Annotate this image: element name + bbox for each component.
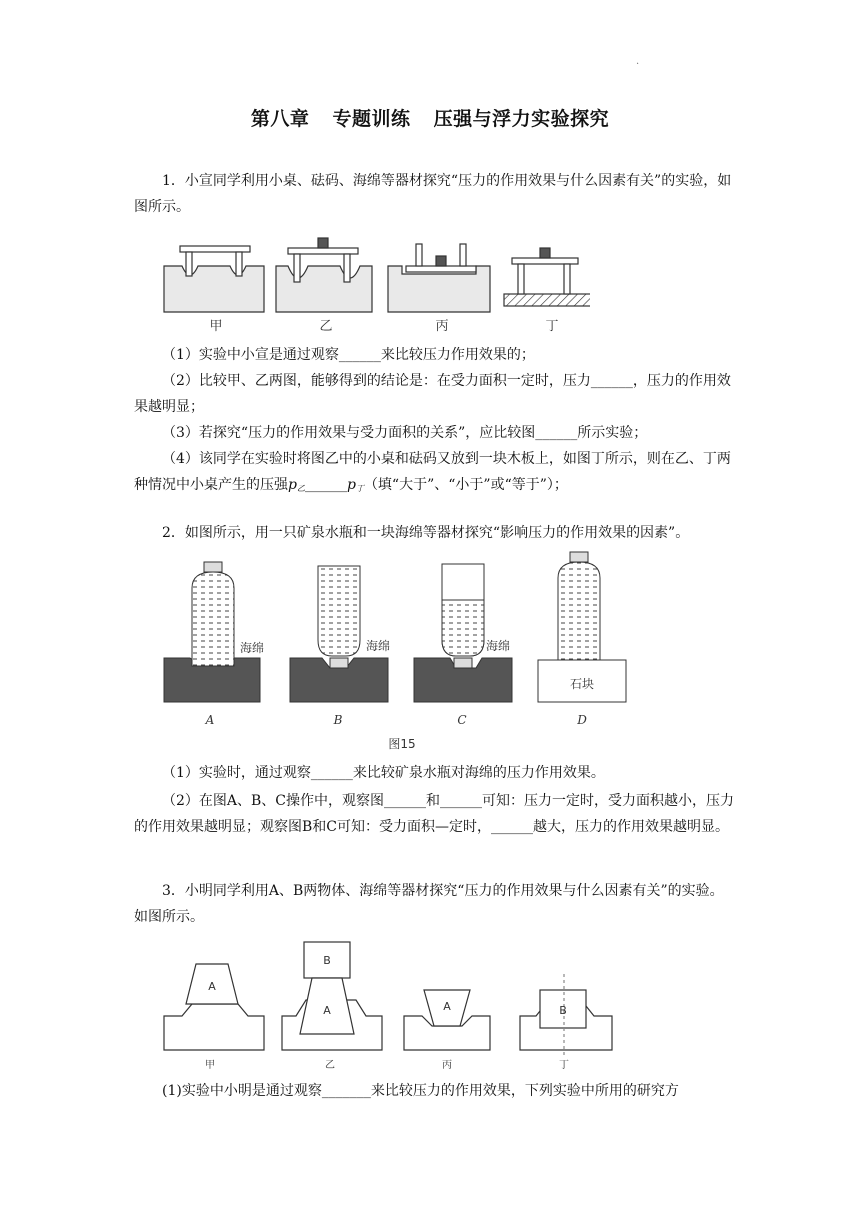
q3-block-a-jia: A [208, 980, 216, 993]
q3-label-ding: 丁 [559, 1060, 569, 1071]
q2-intro: 2．如图所示，用一只矿泉水瓶和一块海绵等器材探究“影响压力的作用效果的因素”。 [162, 525, 690, 541]
q3-fig-bing [404, 990, 490, 1050]
q2-fig-c [414, 564, 512, 702]
q1-item-4: （4）该同学在实验时将图乙中的小桌和砝码又放到一块木板上，如图丁所示，则在乙、丁两种情况中小桌产生的压强$p_乙\_\_\_\_\_\_p_丁$（填“大于”、“小于”或“等于”）； [134, 451, 731, 493]
q2-item-1: （1）实验时，通过观察______来比较矿泉水瓶对海绵的压力作用效果。 [162, 765, 605, 781]
q3-item-1: (1)实验中小明是通过观察_______来比较压力的作用效果，下列实验中所用的研究方 [162, 1083, 679, 1099]
page-title [0, 104, 860, 131]
q3-intro: 3．小明同学利用A、B两物体、海绵等器材探究“压力的作用效果与什么因素有关”的实验。如图所示。 [134, 883, 724, 925]
q2-sponge-a: 海绵 [240, 641, 265, 655]
q3-fig-jia [164, 964, 264, 1050]
q3-label-bing: 丙 [442, 1060, 452, 1071]
q2-fig-d [538, 552, 626, 702]
q2-label-d: D [577, 713, 587, 727]
q3-block-b-ding: B [559, 1004, 567, 1017]
q2-item-2: （2）在图A、B、C操作中，观察图______和______可知：压力一定时，受力面积越小，压力的作用效果越明显；观察图B和C可知：受力面积—定时，______越大，压力的作用效果越明显。 [134, 793, 735, 835]
q1-label-bing: 丙 [435, 319, 449, 334]
q1-fig-yi [276, 238, 372, 312]
q1-fig-bing [388, 244, 490, 312]
q1-item-1: （1）实验中小宣是通过观察______来比较压力作用效果的； [162, 347, 535, 363]
q2-label-c: C [457, 713, 467, 727]
q2-stone-label: 石块 [569, 677, 595, 691]
q3-label-yi: 乙 [325, 1060, 335, 1071]
q3-block-a-bing: A [443, 1000, 451, 1013]
q2-fig-b [290, 566, 390, 702]
q2-caption: 图15 [388, 737, 416, 751]
q1-fig-jia [164, 246, 264, 312]
subject-label: 压强与浮力实验探究 [433, 108, 610, 130]
topic-label: 专题训练 [332, 108, 411, 130]
q1-figure [160, 236, 590, 336]
q2-label-b: B [333, 713, 343, 727]
q1-intro: 1．小宣同学利用小桌、砝码、海绵等器材探究“压力的作用效果与什么因素有关”的实验，如图所示。 [134, 173, 732, 215]
q1-label-jia: 甲 [209, 319, 223, 334]
q2-figure [160, 548, 640, 758]
q2-sponge-c: 海绵 [486, 639, 511, 653]
q1-item-3: （3）若探究“压力的作用效果与受力面积的关系”，应比较图______所示实验； [162, 425, 648, 441]
q3-block-a-yi: A [323, 1004, 331, 1017]
q3-fig-yi [282, 942, 382, 1050]
q1-label-ding: 丁 [545, 319, 559, 334]
q1-label-yi: 乙 [319, 319, 333, 334]
q2-fig-a [164, 562, 264, 702]
q3-block-b-yi: B [323, 954, 331, 967]
q2-label-a: A [205, 713, 215, 727]
chapter-label: 第八章 [250, 108, 310, 130]
q2-sponge-b: 海绵 [366, 639, 391, 653]
q3-figure [160, 934, 620, 1074]
q1-fig-ding [504, 248, 590, 306]
q3-label-jia: 甲 [205, 1060, 215, 1071]
corner-dot: . [636, 56, 640, 67]
q1-item-2: （2）比较甲、乙两图，能够得到的结论是：在受力面积一定时，压力______，压力的作用效果越明显； [134, 373, 731, 415]
